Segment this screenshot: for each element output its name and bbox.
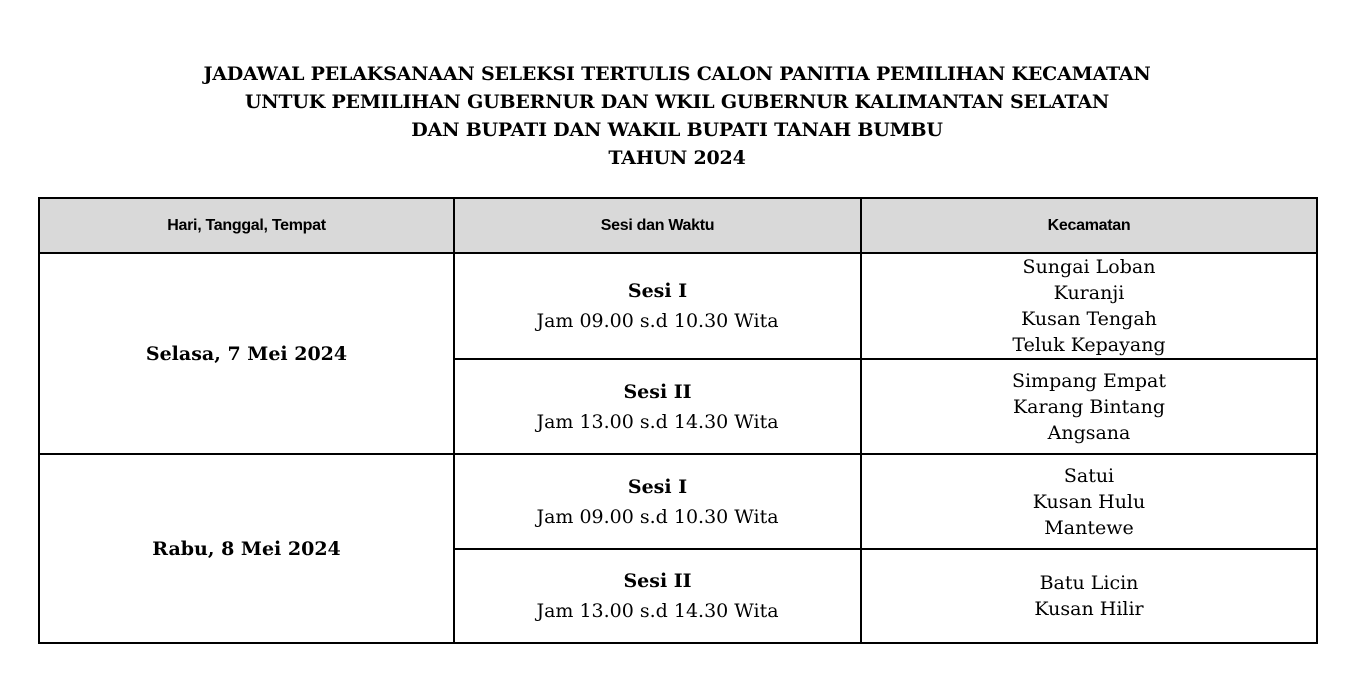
kecamatan-item: Kusan Hilir [1034,598,1144,620]
title-line: DAN BUPATI DAN WAKIL BUPATI TANAH BUMBU [411,119,943,141]
header-hari-tanggal-tempat: Hari, Tanggal, Tempat [39,198,454,253]
kecamatan-item: Angsana [1047,421,1131,444]
kecamatan-item: Karang Bintang [1012,395,1165,418]
kecamatan-cell [861,359,1317,454]
header-kecamatan: Kecamatan [861,198,1317,253]
session-time: Jam 13.00 s.d 14.30 Wita [536,600,779,622]
title-line: UNTUK PEMILIHAN GUBERNUR DAN WKIL GUBERNUR KALIMANTAN SELATAN [244,91,1110,113]
date-cell: Selasa, 7 Mei 2024 [39,253,454,454]
session-name: Sesi I [627,475,688,498]
session-name: Sesi II [623,380,692,403]
session-cell [454,253,861,359]
session-time: Jam 09.00 s.d 10.30 Wita [536,310,779,332]
table-row [39,454,1317,549]
kecamatan-item: Batu Licin [1039,572,1139,594]
kecamatan-item: Sungai Loban [1022,256,1156,278]
session-cell [454,359,861,454]
session-cell [454,549,861,643]
document-content [38,0,1316,644]
document-title [38,60,1316,172]
session-time: Jam 09.00 s.d 10.30 Wita [536,505,779,528]
kecamatan-cell [861,549,1317,643]
kecamatan-item: Kusan Hulu [1032,490,1146,513]
kecamatan-item: Simpang Empat [1011,369,1167,392]
kecamatan-item: Mantewe [1044,516,1134,539]
kecamatan-cell [861,454,1317,549]
session-time: Jam 13.00 s.d 14.30 Wita [536,410,779,433]
header-sesi-dan-waktu: Sesi dan Waktu [454,198,861,253]
title-line: TAHUN 2024 [608,147,746,169]
kecamatan-item: Kusan Tengah [1021,308,1157,330]
kecamatan-item: Teluk Kepayang [1012,334,1166,356]
session-cell [454,454,861,549]
date-cell: Rabu, 8 Mei 2024 [39,454,454,643]
table-header-row [39,198,1317,253]
title-line: JADAWAL PELAKSANAAN SELEKSI TERTULIS CALON PANITIA PEMILIHAN KECAMATAN [203,63,1151,85]
kecamatan-item: Kuranji [1053,282,1125,304]
kecamatan-item: Satui [1063,464,1115,487]
schedule-table [38,197,1318,644]
session-name: Sesi II [623,570,692,592]
table-row [39,253,1317,359]
session-name: Sesi I [627,280,688,302]
kecamatan-cell [861,253,1317,359]
